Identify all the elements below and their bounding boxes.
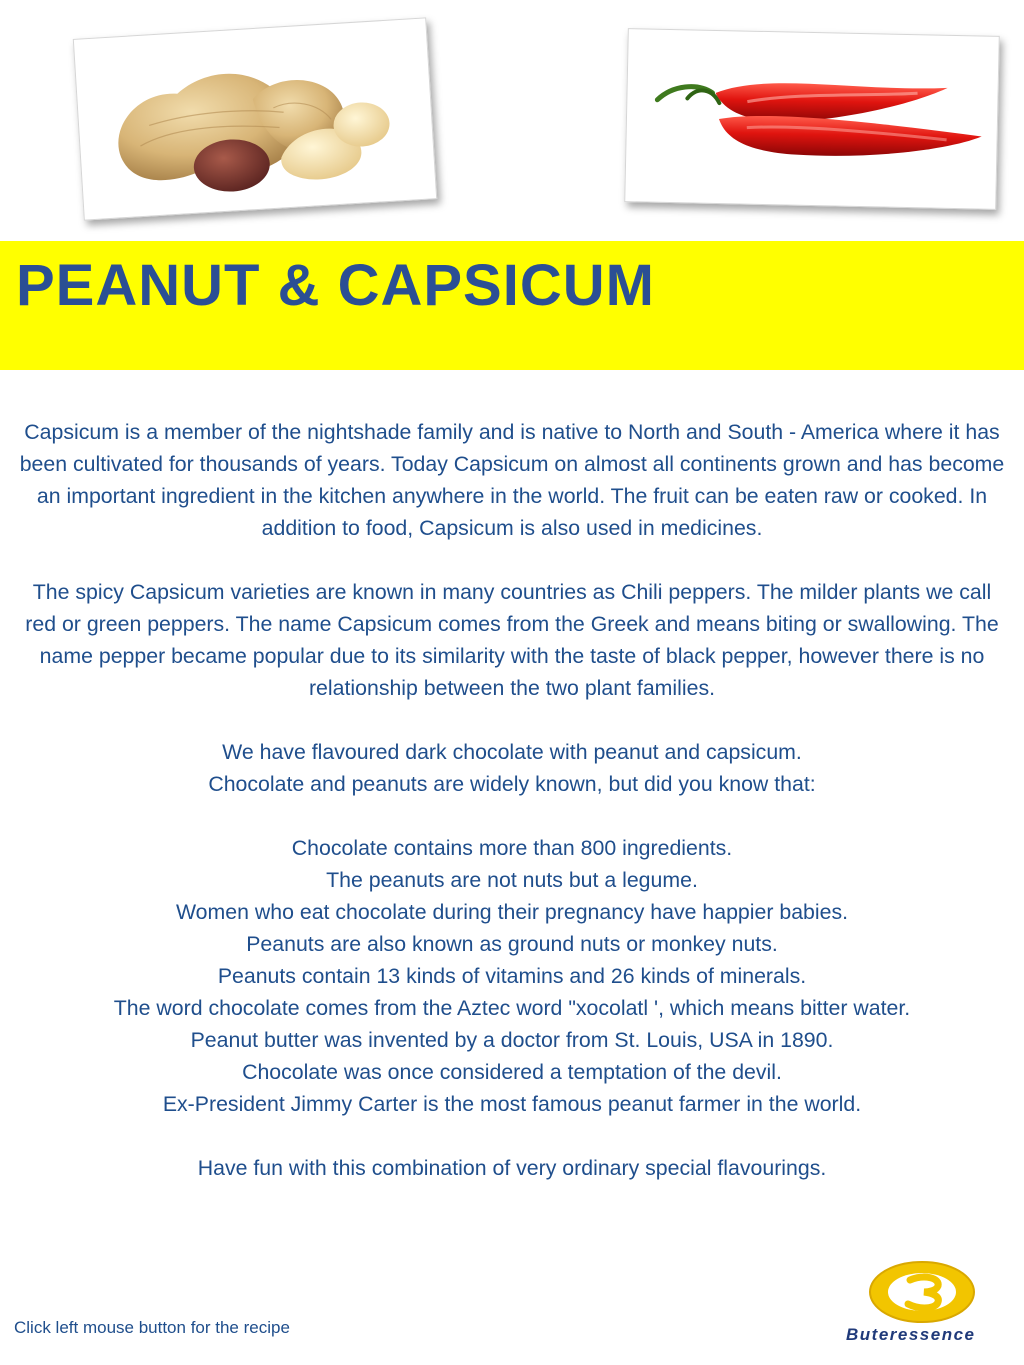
fact-item: Peanuts are also known as ground nuts or monkey nuts. <box>246 932 778 956</box>
fact-item: Chocolate contains more than 800 ingredients. <box>291 836 733 860</box>
fact-item: Chocolate was once considered a temptation of the devil. <box>242 1060 782 1084</box>
fact-item: Women who eat chocolate during their pregnancy have happier babies. <box>175 900 849 924</box>
closing-line: Have fun with this combination of very ordinary special flavourings. <box>197 1156 827 1180</box>
fact-item: Peanut butter was invented by a doctor from St. Louis, USA in 1890. <box>190 1028 834 1052</box>
chili-pepper-illustration <box>625 29 999 209</box>
recipe-link[interactable]: Click left mouse button for the recipe <box>14 1318 290 1337</box>
peanut-photo <box>73 17 437 220</box>
title-band <box>0 241 1024 370</box>
fact-item: The word chocolate comes from the Aztec word "xocolatl ', which means bitter water. <box>113 996 911 1020</box>
article-body <box>18 416 1006 1184</box>
paragraph-capsicum-name: The spicy Capsicum varieties are known in many countries as Chili peppers. The milder plants we call red or green peppers. The name Capsicum comes from the Greek and means biting or swallowing. The name pepper became popular due to its similarity with the taste of black pepper, however there is no relationship between the two plant families. <box>25 580 999 700</box>
intro-line: We have flavoured dark chocolate with peanut and capsicum. <box>222 740 802 764</box>
peanut-illustration <box>74 18 436 219</box>
capsicum-photo <box>624 28 1000 210</box>
logo-wordmark: Buteressence <box>846 1325 976 1344</box>
fact-item: Ex-President Jimmy Carter is the most famous peanut farmer in the world. <box>162 1092 862 1116</box>
page-title: PEANUT & CAPSICUM <box>16 253 655 318</box>
intro-line: Chocolate and peanuts are widely known, but did you know that: <box>208 772 816 796</box>
paragraph-capsicum-origin: Capsicum is a member of the nightshade family and is native to North and South - America where it has been cultivated for thousands of years. Today Capsicum on almost all continents grown and has become an important ingredient in the kitchen anywhere in the world. The fruit can be eaten raw or cooked. In addition to food, Capsicum is also used in medicines. <box>19 420 1005 540</box>
fact-item: The peanuts are not nuts but a legume. <box>326 868 698 892</box>
fact-item: Peanuts contain 13 kinds of vitamins and 26 kinds of minerals. <box>217 964 807 988</box>
